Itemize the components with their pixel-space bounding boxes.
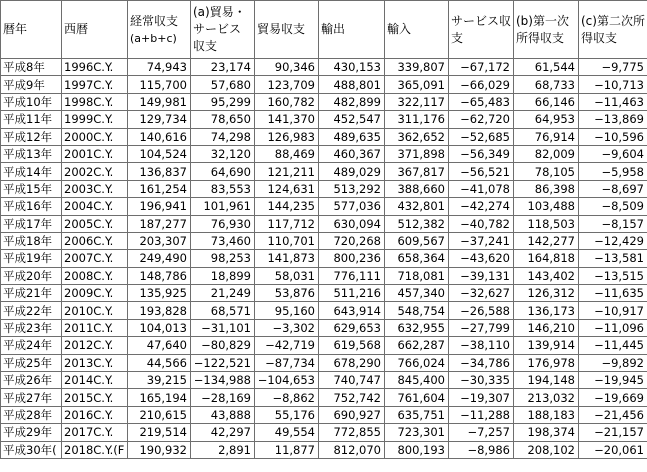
cell-value[interactable]: 198,374 — [514, 424, 579, 441]
table-row — [1, 198, 647, 215]
cell-value[interactable]: −8,986 — [449, 441, 514, 458]
header-cell-year-western[interactable] — [62, 1, 128, 59]
header-cell-services-balance[interactable] — [449, 1, 514, 59]
cell-year-western[interactable]: 2000C.Y. — [62, 128, 128, 145]
cell-value[interactable]: −21,157 — [579, 424, 647, 441]
header-cell-imports[interactable] — [385, 1, 449, 59]
cell-value[interactable]: −9,775 — [579, 59, 647, 76]
cell-year-jp[interactable]: 平成14年 — [1, 163, 62, 180]
cell-value[interactable]: 489,635 — [319, 128, 385, 145]
cell-year-western[interactable]: 1997C.Y. — [62, 76, 128, 93]
cell-value[interactable]: 101,961 — [191, 198, 255, 215]
cell-value[interactable]: 39,215 — [128, 372, 191, 389]
cell-value[interactable]: 194,148 — [514, 372, 579, 389]
cell-value[interactable]: 2,891 — [191, 441, 255, 458]
cell-value[interactable]: −32,627 — [449, 285, 514, 302]
table-row — [1, 267, 647, 284]
header-label: 輸出 — [321, 22, 346, 36]
cell-value[interactable]: 32,120 — [191, 145, 255, 162]
cell-year-western[interactable]: 1996C.Y. — [62, 59, 128, 76]
cell-value[interactable]: −11,463 — [579, 93, 647, 110]
cell-value[interactable]: 104,013 — [128, 319, 191, 336]
header-label: 経常収支 — [130, 13, 179, 28]
cell-value[interactable]: 88,469 — [255, 145, 319, 162]
header-label: 輸入 — [387, 22, 412, 36]
cell-value[interactable]: −19,945 — [579, 372, 647, 389]
cell-value[interactable]: 110,701 — [255, 232, 319, 249]
cell-value[interactable]: −42,274 — [449, 198, 514, 215]
header-sublabel: (a+b+c) — [130, 31, 177, 45]
cell-value[interactable]: 249,490 — [128, 250, 191, 267]
cell-value[interactable]: 64,953 — [514, 111, 579, 128]
table-row — [1, 180, 647, 197]
cell-year-western[interactable]: 2005C.Y. — [62, 215, 128, 232]
cell-value[interactable]: 488,801 — [319, 76, 385, 93]
table-row — [1, 59, 647, 76]
cell-year-western[interactable]: 2009C.Y. — [62, 285, 128, 302]
cell-value[interactable]: 115,700 — [128, 76, 191, 93]
cell-value[interactable]: 18,899 — [191, 267, 255, 284]
cell-value[interactable]: 430,153 — [319, 59, 385, 76]
cell-value[interactable]: 61,544 — [514, 59, 579, 76]
cell-value[interactable]: 74,943 — [128, 59, 191, 76]
cell-value[interactable]: −56,349 — [449, 145, 514, 162]
cell-year-jp[interactable]: 平成22年 — [1, 302, 62, 319]
table-row — [1, 93, 647, 110]
header-label: (a)貿易・サービス収支 — [193, 5, 246, 53]
cell-value[interactable]: 117,712 — [255, 215, 319, 232]
cell-value[interactable]: 489,029 — [319, 163, 385, 180]
cell-value[interactable]: 452,547 — [319, 111, 385, 128]
cell-value[interactable]: 86,398 — [514, 180, 579, 197]
cell-value[interactable]: −13,869 — [579, 111, 647, 128]
header-label: (b)第一次所得収支 — [516, 13, 569, 45]
cell-value[interactable]: 53,876 — [255, 285, 319, 302]
cell-year-western[interactable]: 2015C.Y. — [62, 389, 128, 406]
table-row — [1, 337, 647, 354]
cell-value[interactable]: 49,554 — [255, 424, 319, 441]
cell-value[interactable]: 690,927 — [319, 406, 385, 423]
cell-value[interactable]: 718,081 — [385, 267, 449, 284]
header-cell-trade-balance[interactable] — [255, 1, 319, 59]
cell-value[interactable]: 311,176 — [385, 111, 449, 128]
cell-year-jp[interactable]: 平成17年 — [1, 215, 62, 232]
cell-value[interactable]: −26,588 — [449, 302, 514, 319]
cell-value[interactable]: 66,146 — [514, 93, 579, 110]
cell-value[interactable]: 720,268 — [319, 232, 385, 249]
cell-value[interactable]: 365,091 — [385, 76, 449, 93]
cell-value[interactable]: 362,652 — [385, 128, 449, 145]
cell-value[interactable]: −30,335 — [449, 372, 514, 389]
cell-year-western[interactable]: 1999C.Y. — [62, 111, 128, 128]
cell-value[interactable]: −5,958 — [579, 163, 647, 180]
cell-value[interactable]: −38,110 — [449, 337, 514, 354]
cell-value[interactable]: 629,653 — [319, 319, 385, 336]
cell-value[interactable]: 752,742 — [319, 389, 385, 406]
cell-value[interactable]: −7,257 — [449, 424, 514, 441]
cell-year-jp[interactable]: 平成10年 — [1, 93, 62, 110]
cell-value[interactable]: 193,828 — [128, 302, 191, 319]
cell-value[interactable]: 123,709 — [255, 76, 319, 93]
table-row — [1, 232, 647, 249]
cell-value[interactable]: 630,094 — [319, 215, 385, 232]
cell-value[interactable]: 812,070 — [319, 441, 385, 458]
cell-year-jp[interactable]: 平成21年 — [1, 285, 62, 302]
cell-value[interactable]: 457,340 — [385, 285, 449, 302]
cell-value[interactable]: 213,032 — [514, 389, 579, 406]
cell-value[interactable]: 23,174 — [191, 59, 255, 76]
cell-year-western[interactable]: 2018C.Y.(F — [62, 441, 128, 458]
cell-value[interactable]: −41,078 — [449, 180, 514, 197]
cell-value[interactable]: −67,172 — [449, 59, 514, 76]
cell-value[interactable]: −42,719 — [255, 337, 319, 354]
cell-year-western[interactable]: 2003C.Y. — [62, 180, 128, 197]
cell-value[interactable]: 367,817 — [385, 163, 449, 180]
cell-value[interactable]: 164,818 — [514, 250, 579, 267]
cell-value[interactable]: −65,483 — [449, 93, 514, 110]
cell-value[interactable]: 460,367 — [319, 145, 385, 162]
cell-value[interactable]: 136,173 — [514, 302, 579, 319]
cell-year-jp[interactable]: 平成28年 — [1, 406, 62, 423]
cell-year-western[interactable]: 2010C.Y. — [62, 302, 128, 319]
cell-value[interactable]: 190,932 — [128, 441, 191, 458]
cell-value[interactable]: 371,898 — [385, 145, 449, 162]
cell-value[interactable]: 95,160 — [255, 302, 319, 319]
header-cell-primary-income[interactable] — [514, 1, 579, 59]
cell-value[interactable]: 104,524 — [128, 145, 191, 162]
header-cell-secondary-income[interactable] — [579, 1, 647, 59]
cell-value[interactable]: 95,299 — [191, 93, 255, 110]
cell-value[interactable]: 76,930 — [191, 215, 255, 232]
cell-value[interactable]: 43,888 — [191, 406, 255, 423]
cell-value[interactable]: 143,402 — [514, 267, 579, 284]
cell-value[interactable]: 78,650 — [191, 111, 255, 128]
cell-value[interactable]: −40,782 — [449, 215, 514, 232]
cell-value[interactable]: −43,620 — [449, 250, 514, 267]
table-row — [1, 319, 647, 336]
header-label: サービス収支 — [451, 13, 512, 45]
cell-year-western[interactable]: 2006C.Y. — [62, 232, 128, 249]
cell-value[interactable]: −8,157 — [579, 215, 647, 232]
cell-value[interactable]: 47,640 — [128, 337, 191, 354]
table-row — [1, 372, 647, 389]
cell-value[interactable]: 208,102 — [514, 441, 579, 458]
cell-value[interactable]: −134,988 — [191, 372, 255, 389]
cell-value[interactable]: 658,364 — [385, 250, 449, 267]
cell-value[interactable]: −27,799 — [449, 319, 514, 336]
table-row — [1, 250, 647, 267]
cell-year-jp[interactable]: 平成30年( — [1, 441, 62, 458]
cell-value[interactable]: −11,288 — [449, 406, 514, 423]
table-row — [1, 128, 647, 145]
cell-value[interactable]: 513,292 — [319, 180, 385, 197]
cell-value[interactable]: −52,685 — [449, 128, 514, 145]
cell-value[interactable]: −13,581 — [579, 250, 647, 267]
cell-value[interactable]: −3,302 — [255, 319, 319, 336]
cell-value[interactable]: 129,734 — [128, 111, 191, 128]
cell-year-western[interactable]: 2017C.Y. — [62, 424, 128, 441]
cell-value[interactable]: 632,955 — [385, 319, 449, 336]
cell-value[interactable]: −12,429 — [579, 232, 647, 249]
cell-value[interactable]: 165,194 — [128, 389, 191, 406]
cell-year-jp[interactable]: 平成23年 — [1, 319, 62, 336]
cell-value[interactable]: 482,899 — [319, 93, 385, 110]
cell-value[interactable]: 141,370 — [255, 111, 319, 128]
cell-year-jp[interactable]: 平成15年 — [1, 180, 62, 197]
cell-year-western[interactable]: 2008C.Y. — [62, 267, 128, 284]
cell-value[interactable]: 662,287 — [385, 337, 449, 354]
table-row — [1, 424, 647, 441]
cell-year-western[interactable]: 2013C.Y. — [62, 354, 128, 371]
cell-value[interactable]: 188,183 — [514, 406, 579, 423]
cell-year-western[interactable]: 2011C.Y. — [62, 319, 128, 336]
cell-value[interactable]: −56,521 — [449, 163, 514, 180]
table-row — [1, 406, 647, 423]
cell-value[interactable]: 196,941 — [128, 198, 191, 215]
cell-value[interactable]: −10,596 — [579, 128, 647, 145]
cell-value[interactable]: −9,604 — [579, 145, 647, 162]
cell-year-western[interactable]: 2007C.Y. — [62, 250, 128, 267]
sheet-bottom-area — [0, 462, 647, 472]
table-row — [1, 285, 647, 302]
cell-value[interactable]: 203,307 — [128, 232, 191, 249]
cell-value[interactable]: 678,290 — [319, 354, 385, 371]
table-row — [1, 163, 647, 180]
cell-value[interactable]: 82,009 — [514, 145, 579, 162]
header-label: 暦年 — [3, 22, 28, 36]
header-cell-exports[interactable] — [319, 1, 385, 59]
cell-year-jp[interactable]: 平成29年 — [1, 424, 62, 441]
cell-value[interactable]: 139,914 — [514, 337, 579, 354]
cell-year-jp[interactable]: 平成27年 — [1, 389, 62, 406]
cell-value[interactable]: −11,635 — [579, 285, 647, 302]
cell-value[interactable]: 57,680 — [191, 76, 255, 93]
cell-value[interactable]: −13,515 — [579, 267, 647, 284]
header-cell-trade-services-balance[interactable] — [191, 1, 255, 59]
table-row — [1, 76, 647, 93]
cell-value[interactable]: 11,877 — [255, 441, 319, 458]
table-row — [1, 145, 647, 162]
table-row — [1, 302, 647, 319]
cell-year-jp[interactable]: 平成11年 — [1, 111, 62, 128]
cell-year-jp[interactable]: 平成25年 — [1, 354, 62, 371]
cell-year-jp[interactable]: 平成20年 — [1, 267, 62, 284]
cell-year-jp[interactable]: 平成19年 — [1, 250, 62, 267]
cell-value[interactable]: −21,456 — [579, 406, 647, 423]
cell-value[interactable]: 136,837 — [128, 163, 191, 180]
cell-value[interactable]: −37,241 — [449, 232, 514, 249]
cell-value[interactable]: 118,503 — [514, 215, 579, 232]
cell-value[interactable]: 135,925 — [128, 285, 191, 302]
header-cell-year-jp[interactable] — [1, 1, 62, 59]
cell-year-western[interactable]: 2014C.Y. — [62, 372, 128, 389]
cell-value[interactable]: 210,615 — [128, 406, 191, 423]
cell-value[interactable]: 21,249 — [191, 285, 255, 302]
cell-value[interactable]: −80,829 — [191, 337, 255, 354]
cell-value[interactable]: 161,254 — [128, 180, 191, 197]
header-cell-current-account[interactable] — [128, 1, 191, 59]
table-row — [1, 441, 647, 458]
cell-value[interactable]: 800,236 — [319, 250, 385, 267]
cell-value[interactable]: 723,301 — [385, 424, 449, 441]
cell-value[interactable]: −104,653 — [255, 372, 319, 389]
cell-value[interactable]: 643,914 — [319, 302, 385, 319]
cell-value[interactable]: −62,720 — [449, 111, 514, 128]
cell-value[interactable]: 160,782 — [255, 93, 319, 110]
cell-year-jp[interactable]: 平成13年 — [1, 145, 62, 162]
cell-value[interactable]: 126,312 — [514, 285, 579, 302]
cell-value[interactable]: 73,460 — [191, 232, 255, 249]
cell-value[interactable]: −10,713 — [579, 76, 647, 93]
cell-year-western[interactable]: 2001C.Y. — [62, 145, 128, 162]
cell-value[interactable]: −31,101 — [191, 319, 255, 336]
cell-value[interactable]: −19,307 — [449, 389, 514, 406]
cell-value[interactable]: −11,096 — [579, 319, 647, 336]
cell-value[interactable]: 511,216 — [319, 285, 385, 302]
cell-value[interactable]: 187,277 — [128, 215, 191, 232]
cell-value[interactable]: 772,855 — [319, 424, 385, 441]
cell-value[interactable]: 619,568 — [319, 337, 385, 354]
header-label: 西暦 — [64, 22, 89, 36]
header-label: (c)第二次所得収支 — [581, 13, 645, 45]
cell-value[interactable]: 55,176 — [255, 406, 319, 423]
cell-value[interactable]: 800,193 — [385, 441, 449, 458]
cell-year-western[interactable]: 2002C.Y. — [62, 163, 128, 180]
cell-value[interactable]: 577,036 — [319, 198, 385, 215]
cell-value[interactable]: 64,690 — [191, 163, 255, 180]
cell-value[interactable]: 78,105 — [514, 163, 579, 180]
cell-value[interactable]: 609,567 — [385, 232, 449, 249]
table-row — [1, 215, 647, 232]
cell-value[interactable]: −34,786 — [449, 354, 514, 371]
cell-value[interactable]: −39,131 — [449, 267, 514, 284]
cell-value[interactable]: −10,917 — [579, 302, 647, 319]
cell-value[interactable]: 124,631 — [255, 180, 319, 197]
cell-value[interactable]: −19,669 — [579, 389, 647, 406]
cell-value[interactable]: −66,029 — [449, 76, 514, 93]
cell-value[interactable]: −8,509 — [579, 198, 647, 215]
cell-value[interactable]: 148,786 — [128, 267, 191, 284]
cell-value[interactable]: 103,488 — [514, 198, 579, 215]
cell-value[interactable]: −8,697 — [579, 180, 647, 197]
cell-year-jp[interactable]: 平成24年 — [1, 337, 62, 354]
cell-value[interactable]: 68,571 — [191, 302, 255, 319]
cell-year-jp[interactable]: 平成9年 — [1, 76, 62, 93]
cell-value[interactable]: 121,211 — [255, 163, 319, 180]
cell-value[interactable]: 83,553 — [191, 180, 255, 197]
cell-value[interactable]: 76,914 — [514, 128, 579, 145]
cell-year-jp[interactable]: 平成16年 — [1, 198, 62, 215]
cell-value[interactable]: 388,660 — [385, 180, 449, 197]
cell-year-western[interactable]: 2016C.Y. — [62, 406, 128, 423]
cell-value[interactable]: 68,733 — [514, 76, 579, 93]
cell-year-jp[interactable]: 平成12年 — [1, 128, 62, 145]
table-row — [1, 354, 647, 371]
cell-value[interactable]: 512,382 — [385, 215, 449, 232]
cell-value[interactable]: −20,061 — [579, 441, 647, 458]
cell-value[interactable]: 90,346 — [255, 59, 319, 76]
cell-value[interactable]: 219,514 — [128, 424, 191, 441]
header-row — [1, 1, 647, 59]
table-row — [1, 111, 647, 128]
cell-value[interactable]: 740,747 — [319, 372, 385, 389]
cell-value[interactable]: 339,807 — [385, 59, 449, 76]
header-label: 貿易収支 — [257, 22, 306, 36]
cell-value[interactable]: 142,277 — [514, 232, 579, 249]
cell-year-jp[interactable]: 平成26年 — [1, 372, 62, 389]
cell-value[interactable]: 74,298 — [191, 128, 255, 145]
cell-value[interactable]: −122,521 — [191, 354, 255, 371]
cell-value[interactable]: 44,566 — [128, 354, 191, 371]
cell-year-western[interactable]: 2012C.Y. — [62, 337, 128, 354]
cell-value[interactable]: 126,983 — [255, 128, 319, 145]
cell-value[interactable]: 98,253 — [191, 250, 255, 267]
cell-value[interactable]: 58,031 — [255, 267, 319, 284]
cell-value[interactable]: 42,297 — [191, 424, 255, 441]
cell-value[interactable]: −9,892 — [579, 354, 647, 371]
cell-value[interactable]: 845,400 — [385, 372, 449, 389]
cell-year-western[interactable]: 2004C.Y. — [62, 198, 128, 215]
cell-value[interactable]: 176,978 — [514, 354, 579, 371]
cell-value[interactable]: 149,981 — [128, 93, 191, 110]
cell-year-jp[interactable]: 平成18年 — [1, 232, 62, 249]
cell-value[interactable]: −8,862 — [255, 389, 319, 406]
cell-value[interactable]: 322,117 — [385, 93, 449, 110]
cell-value[interactable]: 766,024 — [385, 354, 449, 371]
cell-value[interactable]: 432,801 — [385, 198, 449, 215]
cell-value[interactable]: −11,445 — [579, 337, 647, 354]
cell-value[interactable]: 776,111 — [319, 267, 385, 284]
table-row — [1, 389, 647, 406]
cell-value[interactable]: 140,616 — [128, 128, 191, 145]
cell-value[interactable]: 146,210 — [514, 319, 579, 336]
cell-year-jp[interactable]: 平成8年 — [1, 59, 62, 76]
cell-value[interactable]: 761,604 — [385, 389, 449, 406]
cell-value[interactable]: 635,751 — [385, 406, 449, 423]
cell-value[interactable]: 141,873 — [255, 250, 319, 267]
cell-value[interactable]: −87,734 — [255, 354, 319, 371]
cell-year-western[interactable]: 1998C.Y. — [62, 93, 128, 110]
cell-value[interactable]: −28,169 — [191, 389, 255, 406]
cell-value[interactable]: 548,754 — [385, 302, 449, 319]
cell-value[interactable]: 144,235 — [255, 198, 319, 215]
